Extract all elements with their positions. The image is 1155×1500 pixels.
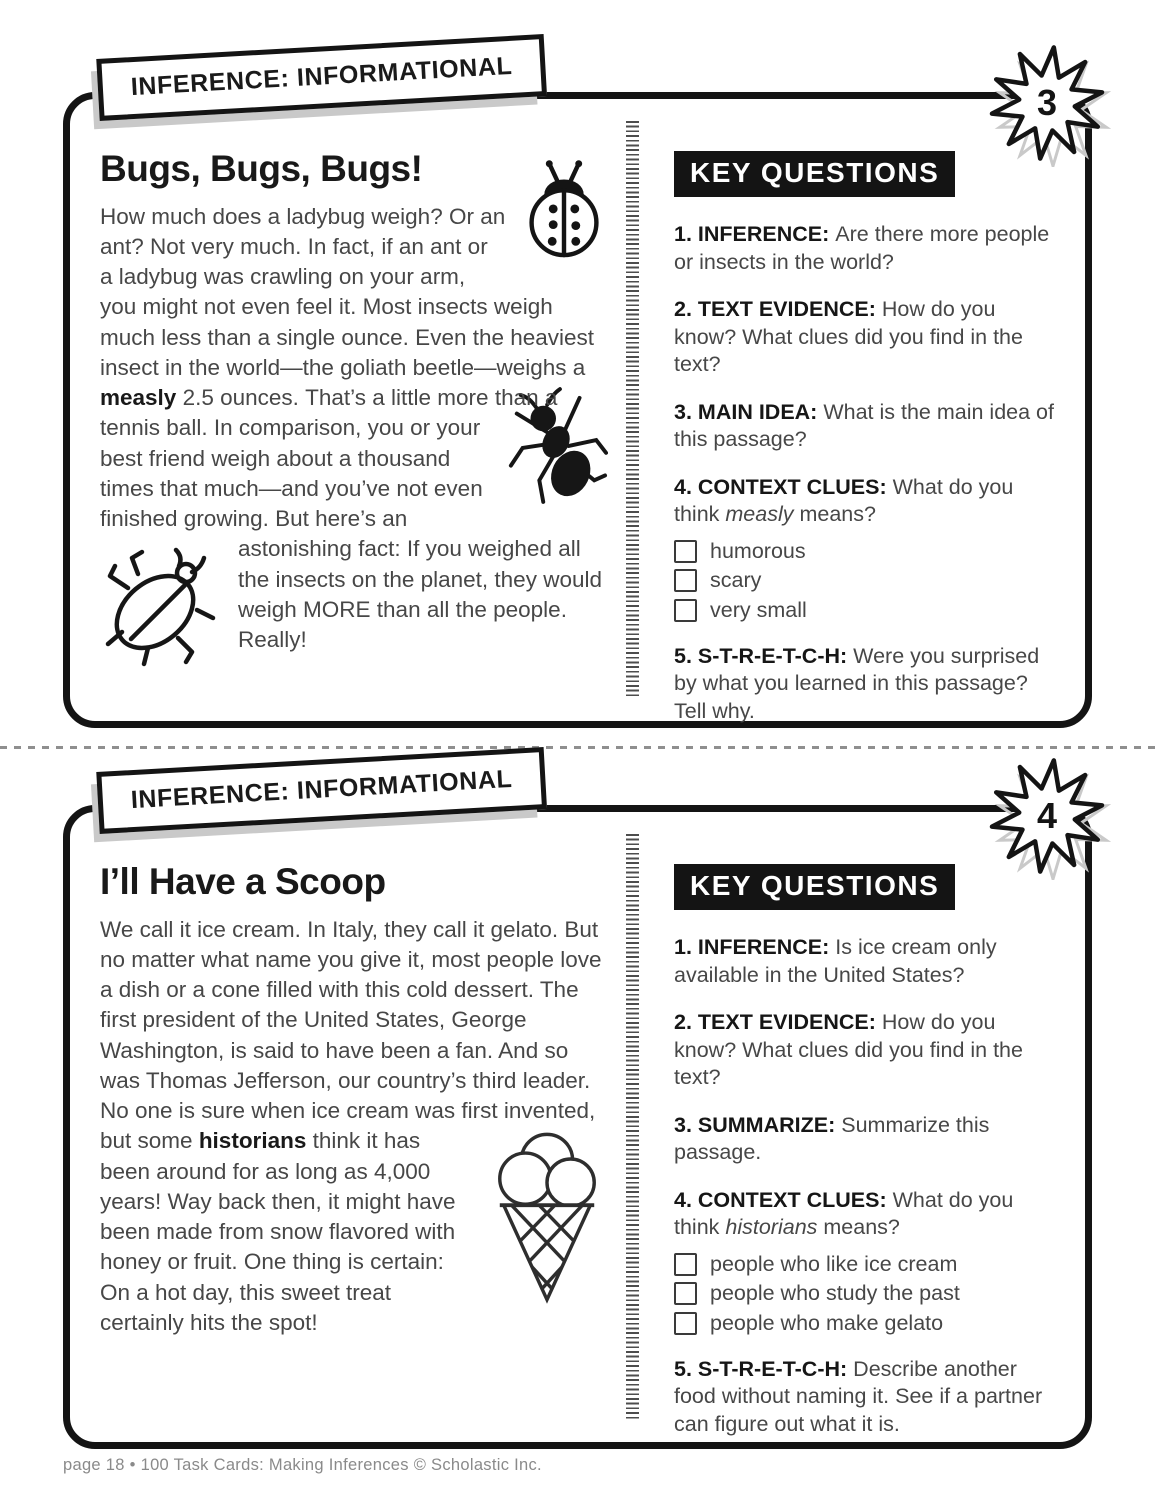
question-1: 1. INFERENCE: Is ice cream only available in the United States?	[674, 935, 997, 987]
key-questions-column	[674, 147, 1061, 745]
option-label: people who like ice cream	[710, 1251, 958, 1276]
beetle-icon	[94, 540, 220, 668]
passage-text: We call it ice cream. In Italy, they call it gelato. But no matter what name you give it, most people love a dish or a cone filled with this cold dessert. The first president of the United States, George Washington, is said to have been a fan. And so was Thomas Jefferson, our country’s third leader. No one is sure when ice cream was first invented, but some historians think it has been around for as long as 4,000 years! Way back then, it might have been made from snow flavored with honey or fruit. One thing is certain: On a hot day, this sweet treat certainly hits the spot!	[100, 915, 608, 1339]
option-label: very small	[710, 598, 807, 623]
card-number-badge	[987, 41, 1111, 167]
option-label: humorous	[710, 538, 806, 563]
task-card-4	[63, 764, 1092, 1449]
option-row	[674, 1281, 1061, 1306]
option-row	[674, 539, 1061, 564]
ice-cream-cone-icon	[486, 1130, 608, 1306]
key-questions-header: KEY QUESTIONS	[674, 864, 955, 910]
page-footer: page 18 • 100 Task Cards: Making Inferences © Scholastic Inc.	[63, 1456, 542, 1474]
answer-options	[674, 539, 1061, 623]
card-number-badge	[987, 754, 1111, 880]
checkbox-icon[interactable]	[674, 540, 697, 563]
checkbox-icon[interactable]	[674, 1253, 697, 1276]
key-questions-column	[674, 860, 1061, 1458]
checkbox-icon[interactable]	[674, 599, 697, 622]
card-number: 4	[1036, 795, 1058, 836]
question-1: 1. INFERENCE: Are there more people or insects in the world?	[674, 222, 1050, 274]
checkbox-icon[interactable]	[674, 1312, 697, 1335]
task-card-3	[63, 51, 1092, 728]
ladybug-icon	[520, 149, 608, 259]
question-4: 4. CONTEXT CLUES: What do you think historians means?	[674, 1187, 1014, 1240]
question-3: 3. MAIN IDEA: What is the main idea of this passage?	[674, 399, 1054, 452]
question-2: 2. TEXT EVIDENCE: How do you know? What clues did you find in the text?	[674, 297, 1023, 377]
cut-line-separator	[0, 746, 1155, 749]
card-number: 3	[1036, 82, 1058, 123]
perforation-divider	[626, 834, 639, 1420]
checkbox-icon[interactable]	[674, 1282, 697, 1305]
passage-column	[100, 147, 608, 745]
question-3: 3. SUMMARIZE: Summarize this passage.	[674, 1112, 990, 1165]
perforation-divider	[626, 121, 639, 699]
option-row	[674, 568, 1061, 593]
option-row	[674, 1311, 1061, 1336]
option-label: people who study the past	[710, 1281, 960, 1306]
category-label: INFERENCE: INFORMATIONAL	[96, 747, 547, 834]
card-title: Bugs, Bugs, Bugs!	[100, 148, 423, 189]
question-5: 5. S-T-R-E-T-C-H: Describe another food without naming it. See if a partner can figure out what it is.	[674, 1356, 1043, 1436]
card-title: I’ll Have a Scoop	[100, 861, 386, 902]
key-questions-header: KEY QUESTIONS	[674, 151, 955, 197]
question-5: 5. S-T-R-E-T-C-H: Were you surprised by what you learned in this passage? Tell why.	[674, 643, 1040, 723]
option-label: scary	[710, 568, 762, 593]
question-2: 2. TEXT EVIDENCE: How do you know? What clues did you find in the text?	[674, 1010, 1023, 1090]
passage-column	[100, 860, 608, 1458]
checkbox-icon[interactable]	[674, 569, 697, 592]
option-row	[674, 598, 1061, 623]
option-row	[674, 1252, 1061, 1277]
question-4: 4. CONTEXT CLUES: What do you think measly means?	[674, 474, 1014, 527]
passage-text: How much does a ladybug weigh? Or an ant? Not very much. In fact, if an ant or a ladybug was crawling on your arm, you might not even feel it. Most insects weigh much less than a single ounce. Even the heaviest insect in the world—the goliath beetle—weighs a measly 2.5 ounces. That’s a little more than a tennis ball. In comparison, you or your best friend weigh about a thousand times that much—and you’ve not even finished growing. But here’s an astonishing fact: If you weighed all the insects on the planet, they would weigh MORE than all the people. Really!	[100, 202, 608, 656]
option-label: people who make gelato	[710, 1311, 944, 1336]
category-label: INFERENCE: INFORMATIONAL	[96, 34, 547, 121]
answer-options	[674, 1252, 1061, 1336]
